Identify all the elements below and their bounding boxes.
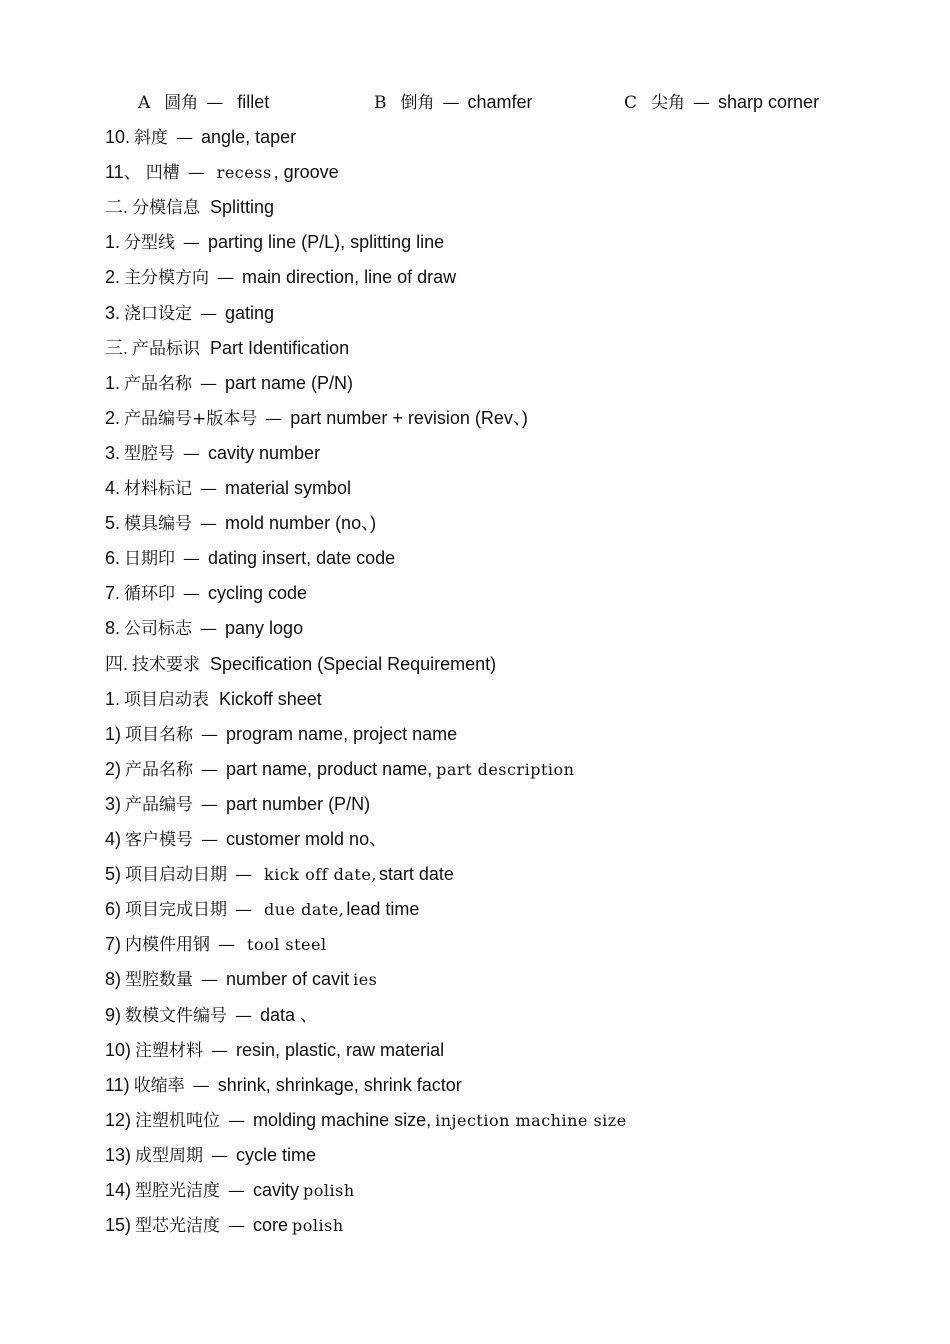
term-chinese: 收缩率	[133, 1075, 185, 1096]
term-chinese: 型腔数量	[125, 970, 194, 991]
term-chinese: 注塑机吨位	[135, 1110, 221, 1131]
term-chinese: 产品编号+版本号	[124, 408, 258, 429]
term-line	[105, 717, 925, 752]
term-english: part number (P/N)	[226, 793, 371, 814]
term-english: gating	[225, 302, 275, 323]
term-chinese: 客户模号	[125, 830, 194, 850]
term-english-tail: lead time	[346, 899, 420, 920]
term-number: 14)	[105, 1180, 132, 1200]
term-dash: —	[183, 233, 201, 254]
term-dash: —	[218, 935, 236, 956]
term-english-serif: polish	[303, 1181, 355, 1200]
term-dash: —	[235, 900, 253, 921]
option-a-en: fillet	[237, 92, 270, 112]
term-chinese: 分模信息	[132, 198, 201, 219]
term-chinese: 循环印	[124, 584, 176, 605]
term-number: 4)	[105, 829, 122, 849]
term-number: 10.	[105, 127, 131, 147]
term-line	[105, 1103, 925, 1138]
term-dash: —	[200, 479, 218, 499]
term-line	[105, 962, 925, 997]
term-number: 11、	[105, 162, 142, 183]
term-line	[105, 190, 925, 225]
term-line	[105, 998, 925, 1033]
term-dash: —	[217, 268, 235, 289]
term-english: Splitting	[210, 197, 275, 218]
term-number: 3.	[105, 302, 121, 323]
term-chinese: 型腔号	[124, 443, 176, 464]
term-line	[105, 857, 925, 892]
term-english-tail: , groove	[273, 162, 339, 183]
term-dash: —	[228, 1181, 246, 1201]
term-chinese: 浇口设定	[124, 303, 193, 324]
term-chinese: 项目启动表	[124, 689, 210, 710]
term-chinese: 日期印	[124, 549, 176, 570]
option-a	[138, 85, 269, 120]
term-dash: —	[235, 1005, 253, 1026]
term-english: main direction, line of draw	[242, 267, 457, 288]
term-line	[105, 260, 925, 295]
term-dash: —	[200, 514, 218, 535]
term-number: 15)	[105, 1215, 132, 1236]
term-number: 2.	[105, 407, 121, 428]
term-english: number of cavit	[226, 969, 350, 990]
term-dash: —	[228, 1110, 246, 1131]
term-line	[105, 822, 925, 857]
option-a-zh: 圆角	[164, 93, 199, 113]
term-chinese: 成型周期	[135, 1145, 204, 1166]
term-chinese: 斜度	[134, 128, 169, 148]
term-dash: —	[265, 408, 283, 429]
term-english: Kickoff sheet	[219, 688, 322, 709]
term-number: 5.	[105, 513, 121, 534]
term-number: 2)	[105, 758, 122, 779]
term-chinese: 型芯光洁度	[135, 1216, 221, 1237]
term-english: cavity	[253, 1180, 300, 1200]
option-a-dash: —	[206, 93, 224, 113]
term-english-serif: tool steel	[247, 935, 327, 955]
term-number: 13)	[105, 1144, 132, 1165]
term-english: material symbol	[225, 478, 352, 498]
term-line	[105, 787, 925, 822]
term-dash: —	[211, 1145, 229, 1166]
term-number: 12)	[105, 1109, 132, 1130]
term-line	[105, 296, 925, 331]
term-number: 9)	[105, 1004, 122, 1025]
term-english: Part Identification	[210, 337, 350, 358]
term-chinese: 主分模方向	[124, 268, 210, 289]
term-dash: —	[211, 1040, 229, 1061]
term-line	[105, 120, 925, 155]
term-english-serif: kick off date,	[264, 865, 377, 885]
term-line	[105, 366, 925, 401]
term-dash: —	[200, 619, 218, 640]
term-line	[105, 576, 925, 611]
term-english-serif: recess	[216, 163, 272, 183]
term-dash: —	[183, 584, 201, 605]
option-c-zh: 尖角	[651, 93, 686, 113]
term-english: part number + revision (Rev、)	[290, 407, 528, 428]
term-line	[105, 892, 925, 927]
term-dash: —	[187, 163, 205, 184]
option-a-letter: A	[138, 93, 151, 113]
option-c	[624, 85, 819, 120]
term-line	[105, 331, 925, 366]
term-dash: —	[201, 759, 219, 780]
term-number: 7.	[105, 583, 121, 604]
term-chinese: 分型线	[124, 233, 176, 254]
term-number: 6.	[105, 548, 121, 569]
term-english-tail: start date	[378, 864, 454, 885]
term-number: 6)	[105, 899, 122, 920]
term-dash: —	[201, 724, 219, 745]
option-b-zh: 倒角	[400, 93, 435, 113]
term-line	[105, 647, 925, 682]
term-english-serif: due date,	[264, 900, 345, 920]
term-line	[105, 1138, 925, 1173]
term-english: mold number (no、)	[225, 513, 377, 534]
term-line	[105, 225, 925, 260]
term-number: 7)	[105, 934, 122, 955]
term-chinese: 项目完成日期	[125, 900, 228, 921]
term-dash: —	[200, 373, 218, 394]
term-chinese: 产品名称	[124, 373, 193, 394]
term-line	[105, 401, 925, 436]
term-line	[105, 1033, 925, 1068]
term-line	[105, 541, 925, 576]
term-chinese: 公司标志	[124, 619, 193, 640]
option-b-en: chamfer	[467, 92, 533, 112]
term-english: shrink, shrinkage, shrink factor	[217, 1074, 462, 1095]
term-line	[105, 611, 925, 646]
term-number: 8.	[105, 618, 121, 639]
option-c-letter: C	[624, 93, 638, 113]
term-number: 2.	[105, 267, 121, 288]
term-english: customer mold no、	[226, 829, 388, 849]
term-english: pany logo	[225, 618, 304, 639]
term-dash: —	[183, 549, 201, 570]
option-c-en: sharp corner	[718, 92, 820, 112]
term-number: 1)	[105, 723, 122, 744]
term-english-serif: ies	[353, 970, 378, 990]
term-dash: —	[183, 443, 201, 464]
term-english-serif: injection machine size	[435, 1110, 627, 1130]
term-english: core	[253, 1215, 289, 1236]
term-number: 1.	[105, 688, 121, 709]
term-english: part name, product name,	[226, 758, 433, 779]
term-number: 11)	[105, 1074, 130, 1095]
term-line	[105, 1208, 925, 1243]
term-english: angle, taper	[201, 127, 297, 147]
term-chinese: 项目启动日期	[125, 865, 228, 886]
option-c-dash: —	[693, 93, 711, 113]
term-dash: —	[201, 970, 219, 991]
term-english: cycling code	[208, 583, 308, 604]
term-number: 5)	[105, 864, 122, 885]
term-line	[105, 1068, 925, 1103]
term-english: dating insert, date code	[208, 548, 396, 569]
term-chinese: 技术要求	[132, 654, 201, 675]
term-chinese: 数模文件编号	[125, 1005, 228, 1026]
term-number: 4.	[105, 478, 121, 498]
term-number: 10)	[105, 1039, 132, 1060]
term-english: parting line (P/L), splitting line	[208, 232, 445, 253]
term-chinese: 内模件用钢	[125, 935, 211, 956]
term-line	[105, 155, 925, 190]
term-english-serif: polish	[292, 1216, 344, 1236]
option-b-letter: B	[374, 93, 387, 113]
term-number: 三.	[105, 337, 129, 358]
term-line	[105, 436, 925, 471]
term-dash: —	[192, 1075, 210, 1096]
term-dash: —	[201, 830, 219, 850]
term-number: 8)	[105, 969, 122, 990]
term-english: cavity number	[208, 442, 321, 463]
term-chinese: 产品编号	[125, 794, 194, 815]
term-english: data 、	[260, 1004, 319, 1025]
term-line	[105, 506, 925, 541]
term-number: 二.	[105, 197, 129, 218]
term-chinese: 项目名称	[125, 724, 194, 745]
term-number: 1.	[105, 372, 121, 393]
term-dash: —	[201, 794, 219, 815]
term-english: cycle time	[236, 1144, 317, 1165]
term-chinese: 材料标记	[124, 479, 193, 499]
term-english: part name (P/N)	[225, 372, 354, 393]
term-chinese: 产品名称	[125, 759, 194, 780]
term-dash: —	[235, 865, 253, 886]
term-number: 3)	[105, 793, 122, 814]
term-english: molding machine size,	[253, 1109, 432, 1130]
term-english: resin, plastic, raw material	[236, 1039, 445, 1060]
term-english-serif: part description	[436, 759, 575, 779]
term-line	[105, 471, 925, 506]
term-chinese: 凹槽	[145, 163, 180, 184]
term-chinese: 模具编号	[124, 514, 193, 535]
term-line	[105, 927, 925, 962]
term-number: 四.	[105, 653, 129, 674]
option-b	[374, 85, 533, 120]
term-english: program name, project name	[226, 723, 458, 744]
term-english: Specification (Special Requirement)	[210, 653, 497, 674]
term-dash: —	[228, 1216, 246, 1237]
term-chinese: 型腔光洁度	[135, 1181, 221, 1201]
term-dash: —	[176, 128, 194, 148]
term-line	[105, 682, 925, 717]
term-number: 3.	[105, 442, 121, 463]
term-chinese: 注塑材料	[135, 1040, 204, 1061]
term-dash: —	[200, 303, 218, 324]
option-b-dash: —	[442, 93, 460, 113]
term-line	[105, 1173, 925, 1208]
term-chinese: 产品标识	[132, 338, 201, 359]
term-line	[105, 752, 925, 787]
term-number: 1.	[105, 232, 121, 253]
